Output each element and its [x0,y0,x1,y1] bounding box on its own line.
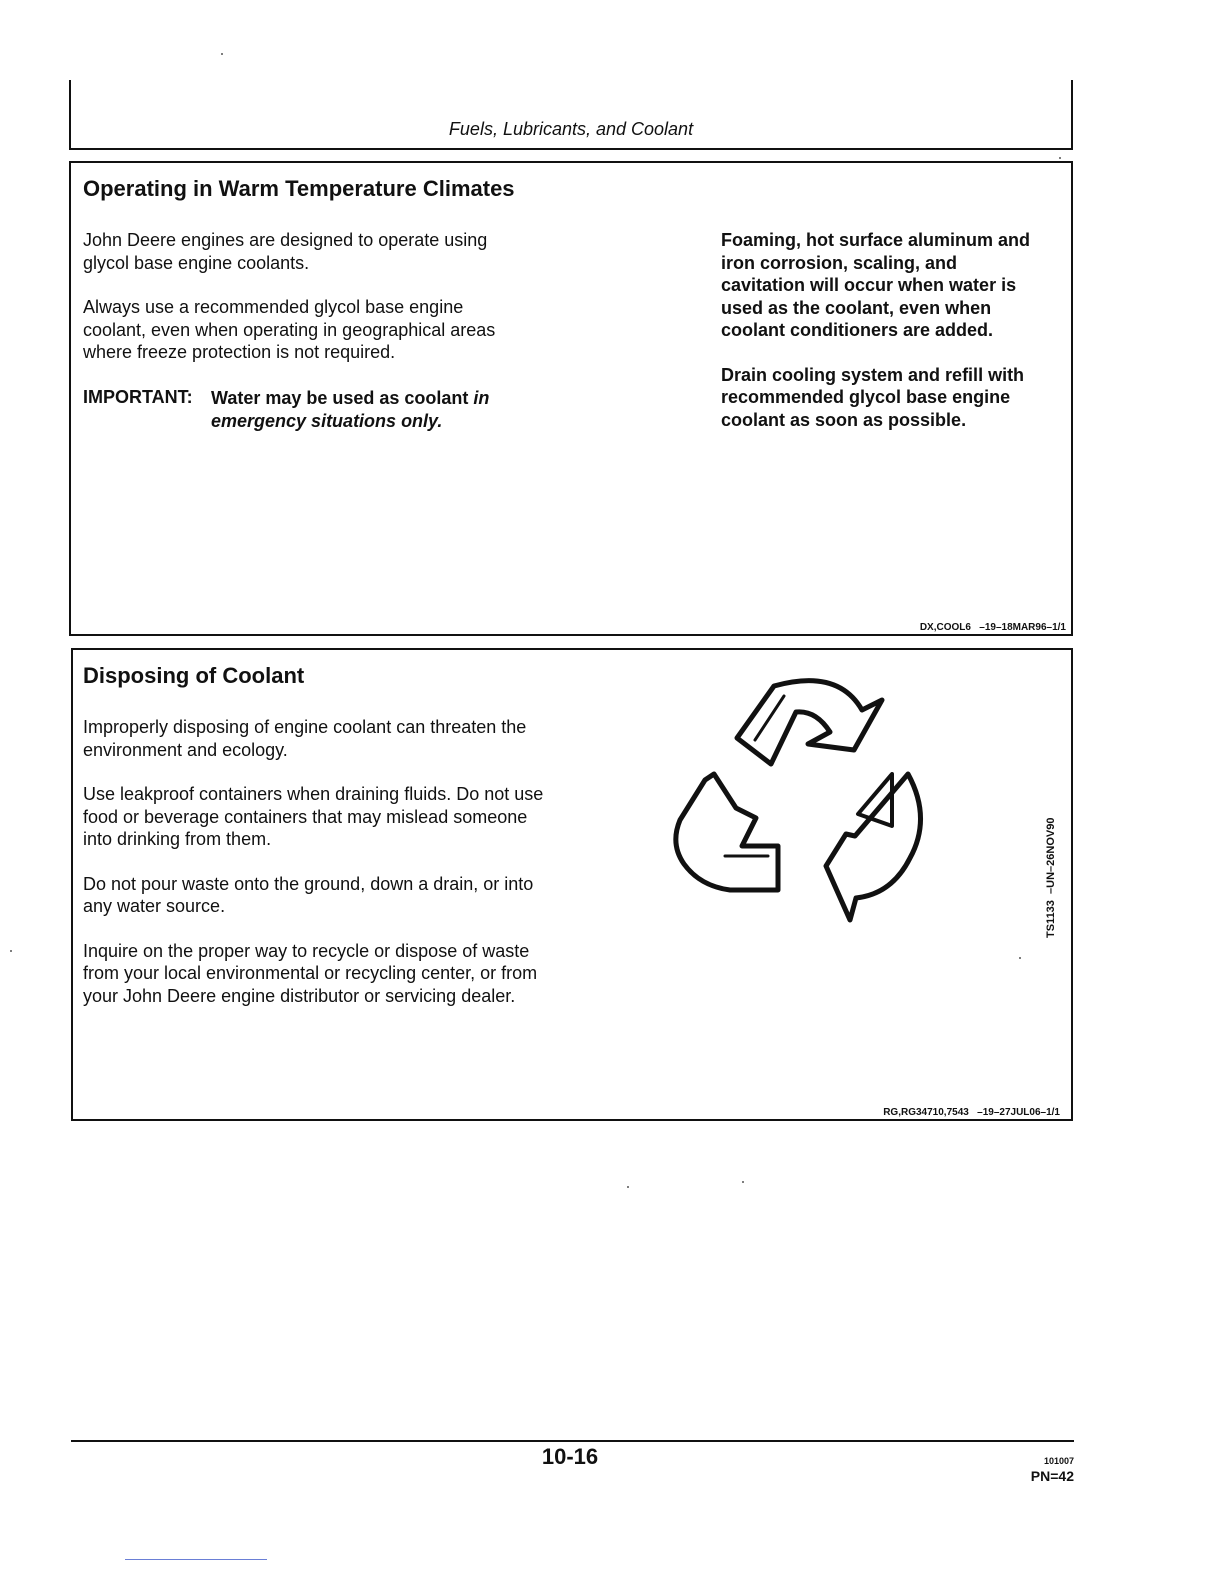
text-line: coolant, even when operating in geographical areas [83,319,496,340]
scan-speck [10,950,12,952]
text-line: from your local environmental or recycling center, or from [83,963,538,983]
section1-right-column [721,229,1066,453]
recycle-arrow-top [737,681,882,764]
scan-speck [742,1181,744,1183]
text-line: iron corrosion, scaling, and [721,252,958,273]
section2-text-column [83,716,643,1029]
footer-code: 101007 [1043,1456,1074,1466]
text-line: into drinking from them. [83,829,272,849]
section-reference-code: DX,COOL6 –19–18MAR96–1/1 [919,622,1066,633]
scan-speck [627,1186,629,1188]
section-reference-code: RG,RG34710,7543 –19–27JUL06–1/1 [883,1107,1060,1118]
header-rule [69,148,1073,150]
text-line: Always use a recommended glycol base engine [83,297,464,317]
important-label: IMPORTANT: [83,387,193,407]
recycle-icon [670,668,940,928]
text-line: Use leakproof containers when draining fluids. Do not use [83,784,544,804]
scan-artifact-line [125,1559,267,1560]
warning-paragraph [721,364,1066,432]
important-text: Water may be used as coolant [211,388,474,408]
warning-paragraph [721,229,1066,342]
text-line: cavitation will occur when water is [721,275,1017,295]
text-line: Inquire on the proper way to recycle or dispose of waste [83,940,530,961]
scan-speck [221,53,223,55]
section-title: Operating in Warm Temperature Climates [83,176,515,201]
scan-speck [1019,957,1021,959]
text-line: used as the coolant, even when [721,297,992,318]
text-line: Do not pour waste onto the ground, down a drain, or into [83,873,534,894]
text-line: recommended glycol base engine [721,387,1011,407]
scan-speck [1059,157,1061,159]
important-text-italic: emergency situations only. [211,411,443,431]
text-line: where freeze protection is not required. [83,342,396,362]
text-line: any water source. [83,896,226,916]
text-line: coolant conditioners are added. [721,320,994,340]
paragraph [83,783,643,851]
figure-label: TS1133 –UN–26NOV90 [1045,817,1057,938]
text-line: coolant as soon as possible. [721,409,967,430]
text-line: Improperly disposing of engine coolant can threaten the [83,717,527,737]
important-note [211,387,631,433]
paragraph [83,716,643,761]
section1-left-column [83,229,643,386]
section-title: Disposing of Coolant [83,663,305,688]
text-line: food or beverage containers that may mislead someone [83,806,528,827]
paragraph [83,296,643,364]
paragraph [83,873,643,918]
page-number: 10-16 [541,1444,599,1469]
footer-rule [71,1440,1074,1442]
text-line: glycol base engine coolants. [83,252,310,273]
footer-pn: PN=42 [1030,1468,1074,1484]
important-text-italic: in [473,388,490,408]
paragraph [83,229,643,274]
recycle-arrow-left [676,774,778,890]
text-line: Foaming, hot surface aluminum and [721,230,1031,250]
text-line: Drain cooling system and refill with [721,364,1025,385]
text-line: your John Deere engine distributor or servicing dealer. [83,985,516,1006]
text-line: environment and ecology. [83,739,288,760]
paragraph [83,940,643,1008]
text-line: John Deere engines are designed to operate using [83,230,488,250]
page-header-title: Fuels, Lubricants, and Coolant [448,119,694,139]
